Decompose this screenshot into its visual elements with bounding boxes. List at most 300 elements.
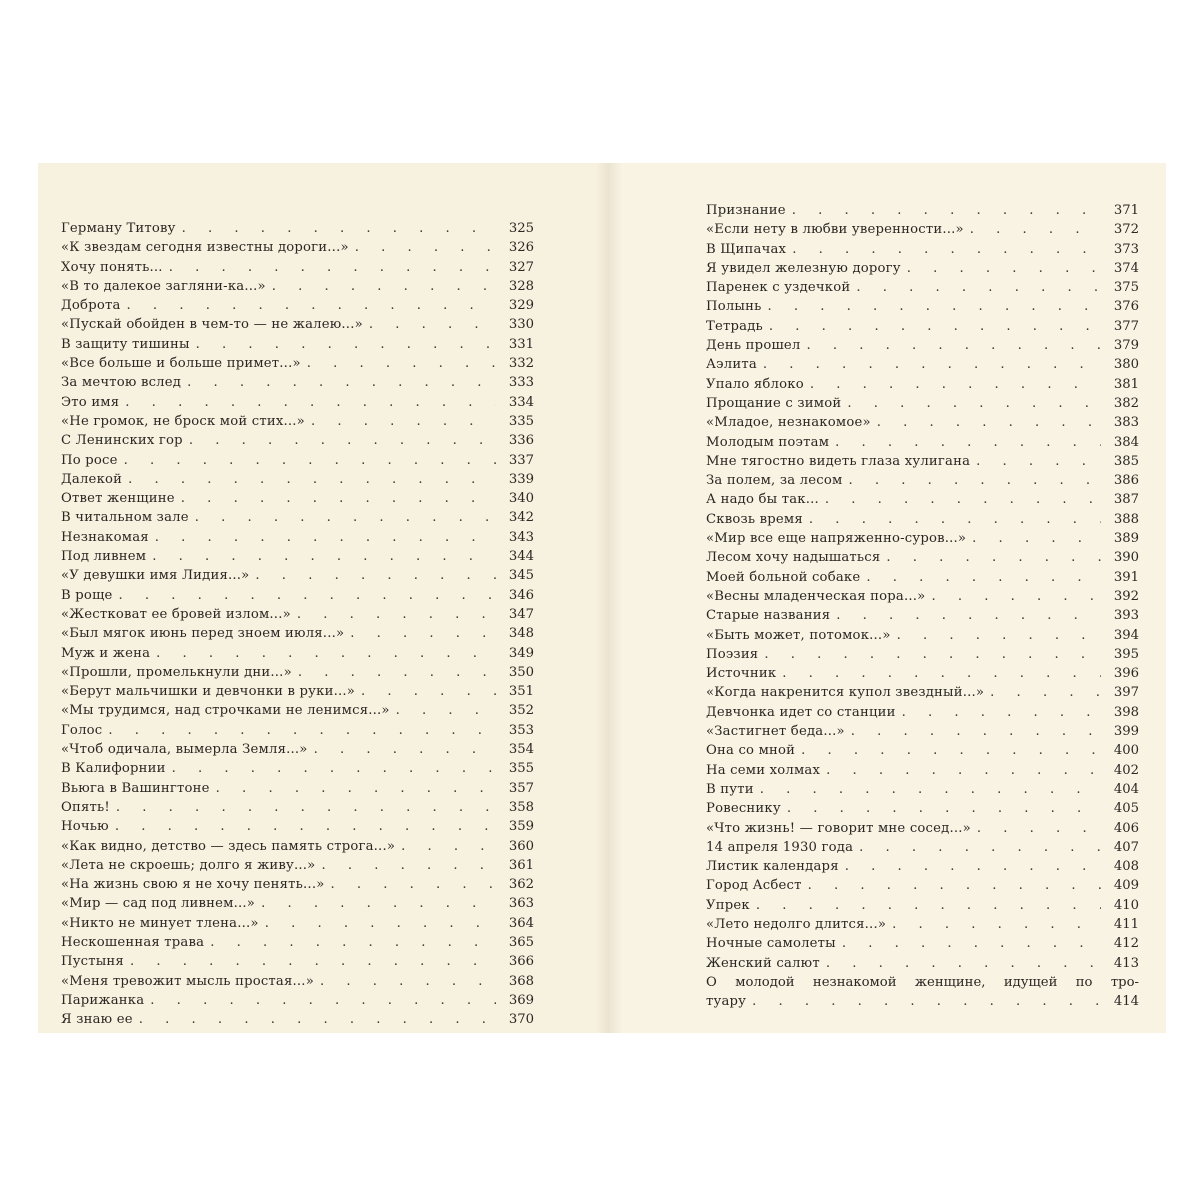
toc-entry-page-number: 386 xyxy=(1113,473,1139,489)
toc-entry-page-number: 398 xyxy=(1113,704,1139,720)
toc-leader-dots xyxy=(807,336,1102,355)
toc-entry-title: Ровеснику xyxy=(706,801,781,817)
toc-entry-page-number: 332 xyxy=(508,356,534,372)
toc-leader-dots xyxy=(139,1010,496,1029)
toc-leader-dots xyxy=(369,315,496,334)
toc-entry-page-number: 362 xyxy=(508,877,534,893)
toc-entry-page-number: 326 xyxy=(508,240,534,256)
toc-leader-dots xyxy=(976,452,1101,471)
toc-entry xyxy=(61,219,534,238)
toc-entry-page-number: 329 xyxy=(508,298,534,314)
toc-entry xyxy=(61,258,534,277)
toc-entry-page-number: 400 xyxy=(1113,743,1139,759)
toc-entry-page-number: 339 xyxy=(508,471,534,487)
toc-entry xyxy=(61,547,534,566)
toc-leader-dots xyxy=(182,219,496,238)
toc-leader-dots xyxy=(756,896,1101,915)
toc-leader-dots xyxy=(314,740,496,759)
toc-entry xyxy=(706,259,1139,278)
toc-entry-page-number: 347 xyxy=(508,606,534,622)
toc-entry-title: «Не громок, не броск мой стих...» xyxy=(61,413,305,429)
toc-entry xyxy=(706,240,1139,259)
toc-entry-title: «Лета не скроешь; долго я живу...» xyxy=(61,857,316,873)
toc-leader-dots xyxy=(307,354,496,373)
toc-entry-title: «Мир все еще напряженно-суров...» xyxy=(706,531,967,547)
toc-entry-page-number: 333 xyxy=(508,375,534,391)
toc-entry xyxy=(706,297,1139,316)
toc-entry xyxy=(61,373,534,392)
toc-entry xyxy=(61,914,534,933)
toc-entry-title: В роще xyxy=(61,587,113,603)
toc-leader-dots xyxy=(152,547,496,566)
toc-entry xyxy=(61,798,534,817)
toc-entry-page-number: 392 xyxy=(1113,588,1139,604)
toc-entry-page-number: 410 xyxy=(1113,897,1139,913)
toc-entry-page-number: 351 xyxy=(508,684,534,700)
toc-entry-page-number: 343 xyxy=(508,529,534,545)
toc-entry xyxy=(61,470,534,489)
toc-entry-page-number: 354 xyxy=(508,742,534,758)
toc-leader-dots xyxy=(115,817,496,836)
toc-entry xyxy=(706,857,1139,876)
toc-entry xyxy=(706,220,1139,239)
toc-entry xyxy=(706,336,1139,355)
toc-entry-page-number: 360 xyxy=(508,838,534,854)
toc-entry-page-number: 374 xyxy=(1113,260,1139,276)
right-page xyxy=(609,163,1166,1033)
toc-entry-page-number: 346 xyxy=(508,587,534,603)
toc-leader-dots xyxy=(897,626,1101,645)
toc-entry xyxy=(61,508,534,527)
toc-entry-page-number: 345 xyxy=(508,568,534,584)
toc-entry-title: Город Асбест xyxy=(706,878,802,894)
toc-entry xyxy=(61,296,534,315)
toc-leader-dots xyxy=(760,780,1101,799)
toc-entry-title: «Был мягок июнь перед зноем июля...» xyxy=(61,626,345,642)
toc-entry xyxy=(706,606,1139,625)
toc-entry xyxy=(706,819,1139,838)
toc-leader-dots xyxy=(216,779,496,798)
toc-entry-page-number: 370 xyxy=(508,1012,534,1028)
toc-leader-dots xyxy=(187,373,496,392)
toc-entry-page-number: 336 xyxy=(508,433,534,449)
toc-entry-title: Ночные самолеты xyxy=(706,936,836,952)
toc-entry-title: В защиту тишины xyxy=(61,336,190,352)
toc-entry xyxy=(706,722,1139,741)
toc-entry-title: Листик календаря xyxy=(706,859,839,875)
toc-entry-title: Я увидел железную дорогу xyxy=(706,260,901,276)
toc-leader-dots xyxy=(331,875,497,894)
toc-leader-dots xyxy=(907,259,1101,278)
toc-entry xyxy=(706,375,1139,394)
toc-entry-title: «Весны младенческая пора...» xyxy=(706,588,926,604)
toc-entry-page-number: 368 xyxy=(508,973,534,989)
toc-entry xyxy=(706,645,1139,664)
toc-leader-dots xyxy=(842,934,1101,953)
toc-entry-page-number: 406 xyxy=(1113,820,1139,836)
toc-leader-dots xyxy=(859,838,1101,857)
toc-entry-page-number: 393 xyxy=(1113,608,1139,624)
toc-entry xyxy=(706,799,1139,818)
toc-entry-title: Далекой xyxy=(61,471,123,487)
toc-leader-dots xyxy=(108,721,496,740)
toc-entry-title: «Когда накренится купол звездный...» xyxy=(706,685,985,701)
toc-entry xyxy=(61,566,534,585)
toc-entry-title: Поэзия xyxy=(706,646,759,662)
toc-entry xyxy=(61,952,534,971)
toc-leader-dots xyxy=(128,470,496,489)
toc-entry-page-number: 404 xyxy=(1113,781,1139,797)
toc-entry xyxy=(61,682,534,701)
toc-entry-title: Прощание с зимой xyxy=(706,395,842,411)
toc-leader-dots xyxy=(825,490,1101,509)
toc-leader-dots xyxy=(125,393,496,412)
toc-entry xyxy=(61,354,534,373)
toc-entry xyxy=(61,624,534,643)
toc-leader-dots xyxy=(150,991,496,1010)
toc-entry-page-number: 375 xyxy=(1113,280,1139,296)
toc-entry-title: «Все больше и больше примет...» xyxy=(61,356,301,372)
toc-entry xyxy=(61,335,534,354)
toc-entry-title: На семи холмах xyxy=(706,762,821,778)
toc-entry-page-number: 414 xyxy=(1113,994,1139,1010)
toc-entry-title: «Пускай обойден в чем-то — не жалею...» xyxy=(61,317,363,333)
toc-leader-dots xyxy=(767,297,1101,316)
toc-leader-dots xyxy=(172,759,496,778)
toc-entry-page-number: 405 xyxy=(1113,801,1139,817)
toc-entry-page-number: 395 xyxy=(1113,646,1139,662)
toc-entry-page-number: 355 xyxy=(508,761,534,777)
toc-entry-title: «Если нету в любви уверенности...» xyxy=(706,222,964,238)
toc-leader-dots xyxy=(769,317,1101,336)
toc-entry-title: «Мир — сад под ливнем...» xyxy=(61,896,256,912)
toc-leader-dots xyxy=(298,663,496,682)
toc-entry xyxy=(706,548,1139,567)
toc-entry xyxy=(706,452,1139,471)
toc-entry xyxy=(706,433,1139,452)
toc-list-right xyxy=(706,201,1139,1011)
toc-entry xyxy=(61,238,534,257)
toc-leader-dots xyxy=(792,201,1101,220)
toc-entry xyxy=(706,278,1139,297)
toc-leader-dots xyxy=(155,528,496,547)
toc-entry-title: Признание xyxy=(706,203,786,218)
toc-entry-page-number: 353 xyxy=(508,722,534,738)
toc-entry-page-number: 372 xyxy=(1113,222,1139,238)
toc-entry-page-number: 377 xyxy=(1113,318,1139,334)
toc-entry-page-number: 397 xyxy=(1113,685,1139,701)
toc-leader-dots xyxy=(787,799,1101,818)
toc-leader-dots xyxy=(764,645,1101,664)
toc-leader-dots xyxy=(355,238,496,257)
toc-leader-dots xyxy=(851,722,1101,741)
toc-entry-page-number: 382 xyxy=(1113,395,1139,411)
toc-leader-dots xyxy=(297,605,496,624)
toc-entry-page-number: 330 xyxy=(508,317,534,333)
toc-entry-page-number: 389 xyxy=(1113,531,1139,547)
toc-entry-page-number: 364 xyxy=(508,915,534,931)
toc-leader-dots xyxy=(195,508,496,527)
toc-entry-page-number: 359 xyxy=(508,819,534,835)
toc-entry xyxy=(61,933,534,952)
toc-leader-dots xyxy=(972,529,1101,548)
toc-entry xyxy=(61,644,534,663)
toc-entry-page-number: 350 xyxy=(508,664,534,680)
toc-entry-page-number: 384 xyxy=(1113,434,1139,450)
toc-entry-page-number: 402 xyxy=(1113,762,1139,778)
toc-entry-page-number: 340 xyxy=(508,491,534,507)
toc-entry-title-line1: О молодой незнакомой женщине, идущей по тро- xyxy=(706,974,1139,990)
toc-entry-title: «Как видно, детство — здесь память строга...» xyxy=(61,838,396,854)
toc-entry xyxy=(61,991,534,1010)
toc-entry-title: По росе xyxy=(61,452,118,468)
toc-entry xyxy=(706,490,1139,509)
toc-entry-page-number: 407 xyxy=(1113,839,1139,855)
toc-entry-title: «Берут мальчишки и девчонки в руки...» xyxy=(61,684,356,700)
toc-leader-dots xyxy=(847,394,1101,413)
toc-entry xyxy=(706,934,1139,953)
toc-entry-title: 14 апреля 1930 года xyxy=(706,839,854,855)
toc-entry-page-number: 376 xyxy=(1113,299,1139,315)
toc-entry-page-number: 325 xyxy=(508,221,534,236)
toc-entry xyxy=(61,451,534,470)
toc-entry xyxy=(61,663,534,682)
toc-leader-dots xyxy=(810,375,1101,394)
toc-entry-page-number: 387 xyxy=(1113,492,1139,508)
toc-entry-title: «На жизнь свою я не хочу пенять...» xyxy=(61,877,325,893)
toc-entry-title: День прошел xyxy=(706,338,801,354)
toc-leader-dots xyxy=(396,701,496,720)
toc-leader-dots xyxy=(866,568,1101,587)
toc-leader-dots xyxy=(119,586,496,605)
toc-entry-title: Сквозь время xyxy=(706,511,803,527)
toc-leader-dots xyxy=(877,413,1101,432)
toc-entry-title: За мечтою вслед xyxy=(61,375,182,391)
toc-leader-dots xyxy=(261,894,496,913)
toc-entry-title: Моей больной собаке xyxy=(706,569,861,585)
toc-entry-title: Это имя xyxy=(61,394,120,410)
toc-entry-title: Доброта xyxy=(61,298,121,314)
toc-leader-dots xyxy=(809,510,1101,529)
toc-entry xyxy=(61,875,534,894)
toc-entry-title: Парижанка xyxy=(61,992,145,1008)
toc-entry-title: Источник xyxy=(706,666,777,682)
toc-entry-title: Упрек xyxy=(706,897,750,913)
toc-entry-page-number: 365 xyxy=(508,934,534,950)
toc-entry-title: Она со мной xyxy=(706,743,796,759)
toc-entry xyxy=(706,741,1139,760)
toc-leader-dots xyxy=(836,606,1101,625)
toc-entry xyxy=(61,972,534,991)
toc-entry-title: Полынь xyxy=(706,299,762,315)
toc-entry xyxy=(706,664,1139,683)
toc-entry xyxy=(706,510,1139,529)
toc-leader-dots xyxy=(752,992,1101,1011)
toc-entry-title: «Лето недолго длится...» xyxy=(706,916,887,932)
toc-entry xyxy=(61,605,534,624)
toc-entry-title: Старые названия xyxy=(706,608,831,624)
toc-leader-dots xyxy=(845,857,1101,876)
toc-entry-page-number: 337 xyxy=(508,452,534,468)
toc-leader-dots xyxy=(782,664,1101,683)
toc-entry-title: «Мы трудимся, над строчками не ленимся...» xyxy=(61,703,390,719)
toc-entry-page-number: 328 xyxy=(508,278,534,294)
toc-leader-dots xyxy=(826,954,1101,973)
toc-entry-page-number: 371 xyxy=(1113,203,1139,218)
toc-entry-title: Паренек с уздечкой xyxy=(706,280,851,296)
toc-entry-page-number: 412 xyxy=(1113,936,1139,952)
toc-entry-page-number: 331 xyxy=(508,336,534,352)
toc-entry-page-number: 385 xyxy=(1113,453,1139,469)
toc-leader-dots xyxy=(808,876,1101,895)
toc-leader-dots xyxy=(124,451,496,470)
toc-entry xyxy=(61,740,534,759)
toc-entry-title: Я знаю ее xyxy=(61,1012,133,1028)
toc-entry xyxy=(61,721,534,740)
toc-leader-dots xyxy=(401,837,496,856)
toc-entry-page-number: 380 xyxy=(1113,357,1139,373)
toc-entry xyxy=(61,586,534,605)
toc-entry xyxy=(706,587,1139,606)
toc-entry-title: «В то далекое загляни-ка...» xyxy=(61,278,266,294)
toc-entry-title: Герману Титову xyxy=(61,221,176,236)
toc-entry-page-number: 348 xyxy=(508,626,534,642)
toc-entry-title: «Быть может, потомок...» xyxy=(706,627,891,643)
toc-entry xyxy=(706,568,1139,587)
toc-leader-dots xyxy=(801,741,1101,760)
toc-leader-dots xyxy=(931,587,1101,606)
toc-leader-dots xyxy=(169,258,496,277)
toc-entry xyxy=(706,626,1139,645)
toc-entry-title: Под ливнем xyxy=(61,549,147,565)
toc-entry xyxy=(61,393,534,412)
toc-entry-page-number: 383 xyxy=(1113,415,1139,431)
toc-entry-page-number: 352 xyxy=(508,703,534,719)
toc-entry-page-number: 396 xyxy=(1113,666,1139,682)
toc-entry-title: Аэлита xyxy=(706,357,757,373)
toc-leader-dots xyxy=(311,412,496,431)
toc-entry-page-number: 349 xyxy=(508,645,534,661)
toc-entry-title: «Жестковат ее бровей излом...» xyxy=(61,606,291,622)
toc-entry-page-number: 366 xyxy=(508,954,534,970)
toc-leader-dots xyxy=(892,915,1101,934)
toc-entry xyxy=(706,394,1139,413)
toc-leader-dots xyxy=(127,296,496,315)
toc-entry-title: Упало яблоко xyxy=(706,376,804,392)
toc-entry-page-number: 335 xyxy=(508,413,534,429)
toc-entry xyxy=(61,894,534,913)
toc-entry-page-number: 409 xyxy=(1113,878,1139,894)
toc-entry xyxy=(61,528,534,547)
left-page xyxy=(38,163,609,1033)
toc-entry-title: Ответ женщине xyxy=(61,491,175,507)
toc-entry-title: Тетрадь xyxy=(706,318,763,334)
toc-entry-page-number: 344 xyxy=(508,549,534,565)
toc-entry xyxy=(61,1010,534,1029)
toc-list-left xyxy=(61,219,534,1029)
toc-entry-title: Хочу понять... xyxy=(61,259,163,275)
toc-entry-title: Нескошенная трава xyxy=(61,934,205,950)
toc-entry xyxy=(706,876,1139,895)
toc-entry-page-number: 334 xyxy=(508,394,534,410)
toc-entry-title: «Что жизнь! — говорит мне сосед...» xyxy=(706,820,971,836)
toc-entry-page-number: 394 xyxy=(1113,627,1139,643)
toc-entry xyxy=(706,973,1139,1012)
toc-leader-dots xyxy=(835,433,1101,452)
toc-leader-dots xyxy=(763,355,1101,374)
toc-entry-title: Ночью xyxy=(61,819,109,835)
toc-leader-dots xyxy=(265,914,496,933)
toc-entry-title: В пути xyxy=(706,781,754,797)
toc-entry-title: В читальном зале xyxy=(61,510,189,526)
toc-entry xyxy=(706,317,1139,336)
toc-entry-title: «Меня тревожит мысль простая...» xyxy=(61,973,314,989)
toc-entry xyxy=(706,471,1139,490)
toc-entry xyxy=(61,759,534,778)
toc-entry-page-number: 373 xyxy=(1113,241,1139,257)
toc-entry xyxy=(706,896,1139,915)
toc-entry xyxy=(61,277,534,296)
toc-leader-dots xyxy=(886,548,1101,567)
toc-entry-title: Голос xyxy=(61,722,103,738)
toc-entry xyxy=(706,703,1139,722)
toc-leader-dots xyxy=(856,278,1101,297)
toc-leader-dots xyxy=(361,682,496,701)
toc-entry xyxy=(61,412,534,431)
toc-entry xyxy=(706,838,1139,857)
toc-entry-page-number: 342 xyxy=(508,510,534,526)
toc-leader-dots xyxy=(156,644,496,663)
toc-entry-title: Муж и жена xyxy=(61,645,151,661)
toc-leader-dots xyxy=(272,277,496,296)
toc-entry-title: Вьюга в Вашингтоне xyxy=(61,780,210,796)
toc-entry-page-number: 369 xyxy=(508,992,534,1008)
toc-entry xyxy=(61,701,534,720)
toc-entry-title: Мне тягостно видеть глаза хулигана xyxy=(706,453,971,469)
toc-leader-dots xyxy=(826,761,1101,780)
toc-leader-dots xyxy=(977,819,1101,838)
toc-entry-title: В Калифорнии xyxy=(61,761,166,777)
toc-entry-page-number: 357 xyxy=(508,780,534,796)
toc-entry-page-number: 327 xyxy=(508,259,534,275)
toc-entry xyxy=(706,954,1139,973)
toc-entry xyxy=(706,413,1139,432)
toc-leader-dots xyxy=(210,933,496,952)
toc-leader-dots xyxy=(116,798,496,817)
toc-entry-title: «Младое, незнакомое» xyxy=(706,415,871,431)
toc-entry-title: Незнакомая xyxy=(61,529,149,545)
toc-leader-dots xyxy=(970,220,1101,239)
toc-leader-dots xyxy=(196,335,496,354)
toc-entry xyxy=(706,355,1139,374)
toc-entry xyxy=(61,489,534,508)
toc-entry-second-line xyxy=(706,992,1139,1011)
toc-leader-dots xyxy=(848,471,1101,490)
toc-leader-dots xyxy=(181,489,496,508)
toc-entry xyxy=(61,856,534,875)
toc-entry xyxy=(61,779,534,798)
toc-leader-dots xyxy=(321,856,496,875)
toc-entry-page-number: 358 xyxy=(508,799,534,815)
toc-entry-title: Пустыня xyxy=(61,954,124,970)
toc-entry xyxy=(706,201,1139,220)
toc-entry-page-number: 408 xyxy=(1113,859,1139,875)
toc-entry-title: «Прошли, промелькнули дни...» xyxy=(61,664,292,680)
toc-entry-page-number: 390 xyxy=(1113,550,1139,566)
toc-entry-page-number: 411 xyxy=(1113,916,1139,932)
toc-leader-dots xyxy=(990,683,1101,702)
toc-leader-dots xyxy=(189,431,496,450)
